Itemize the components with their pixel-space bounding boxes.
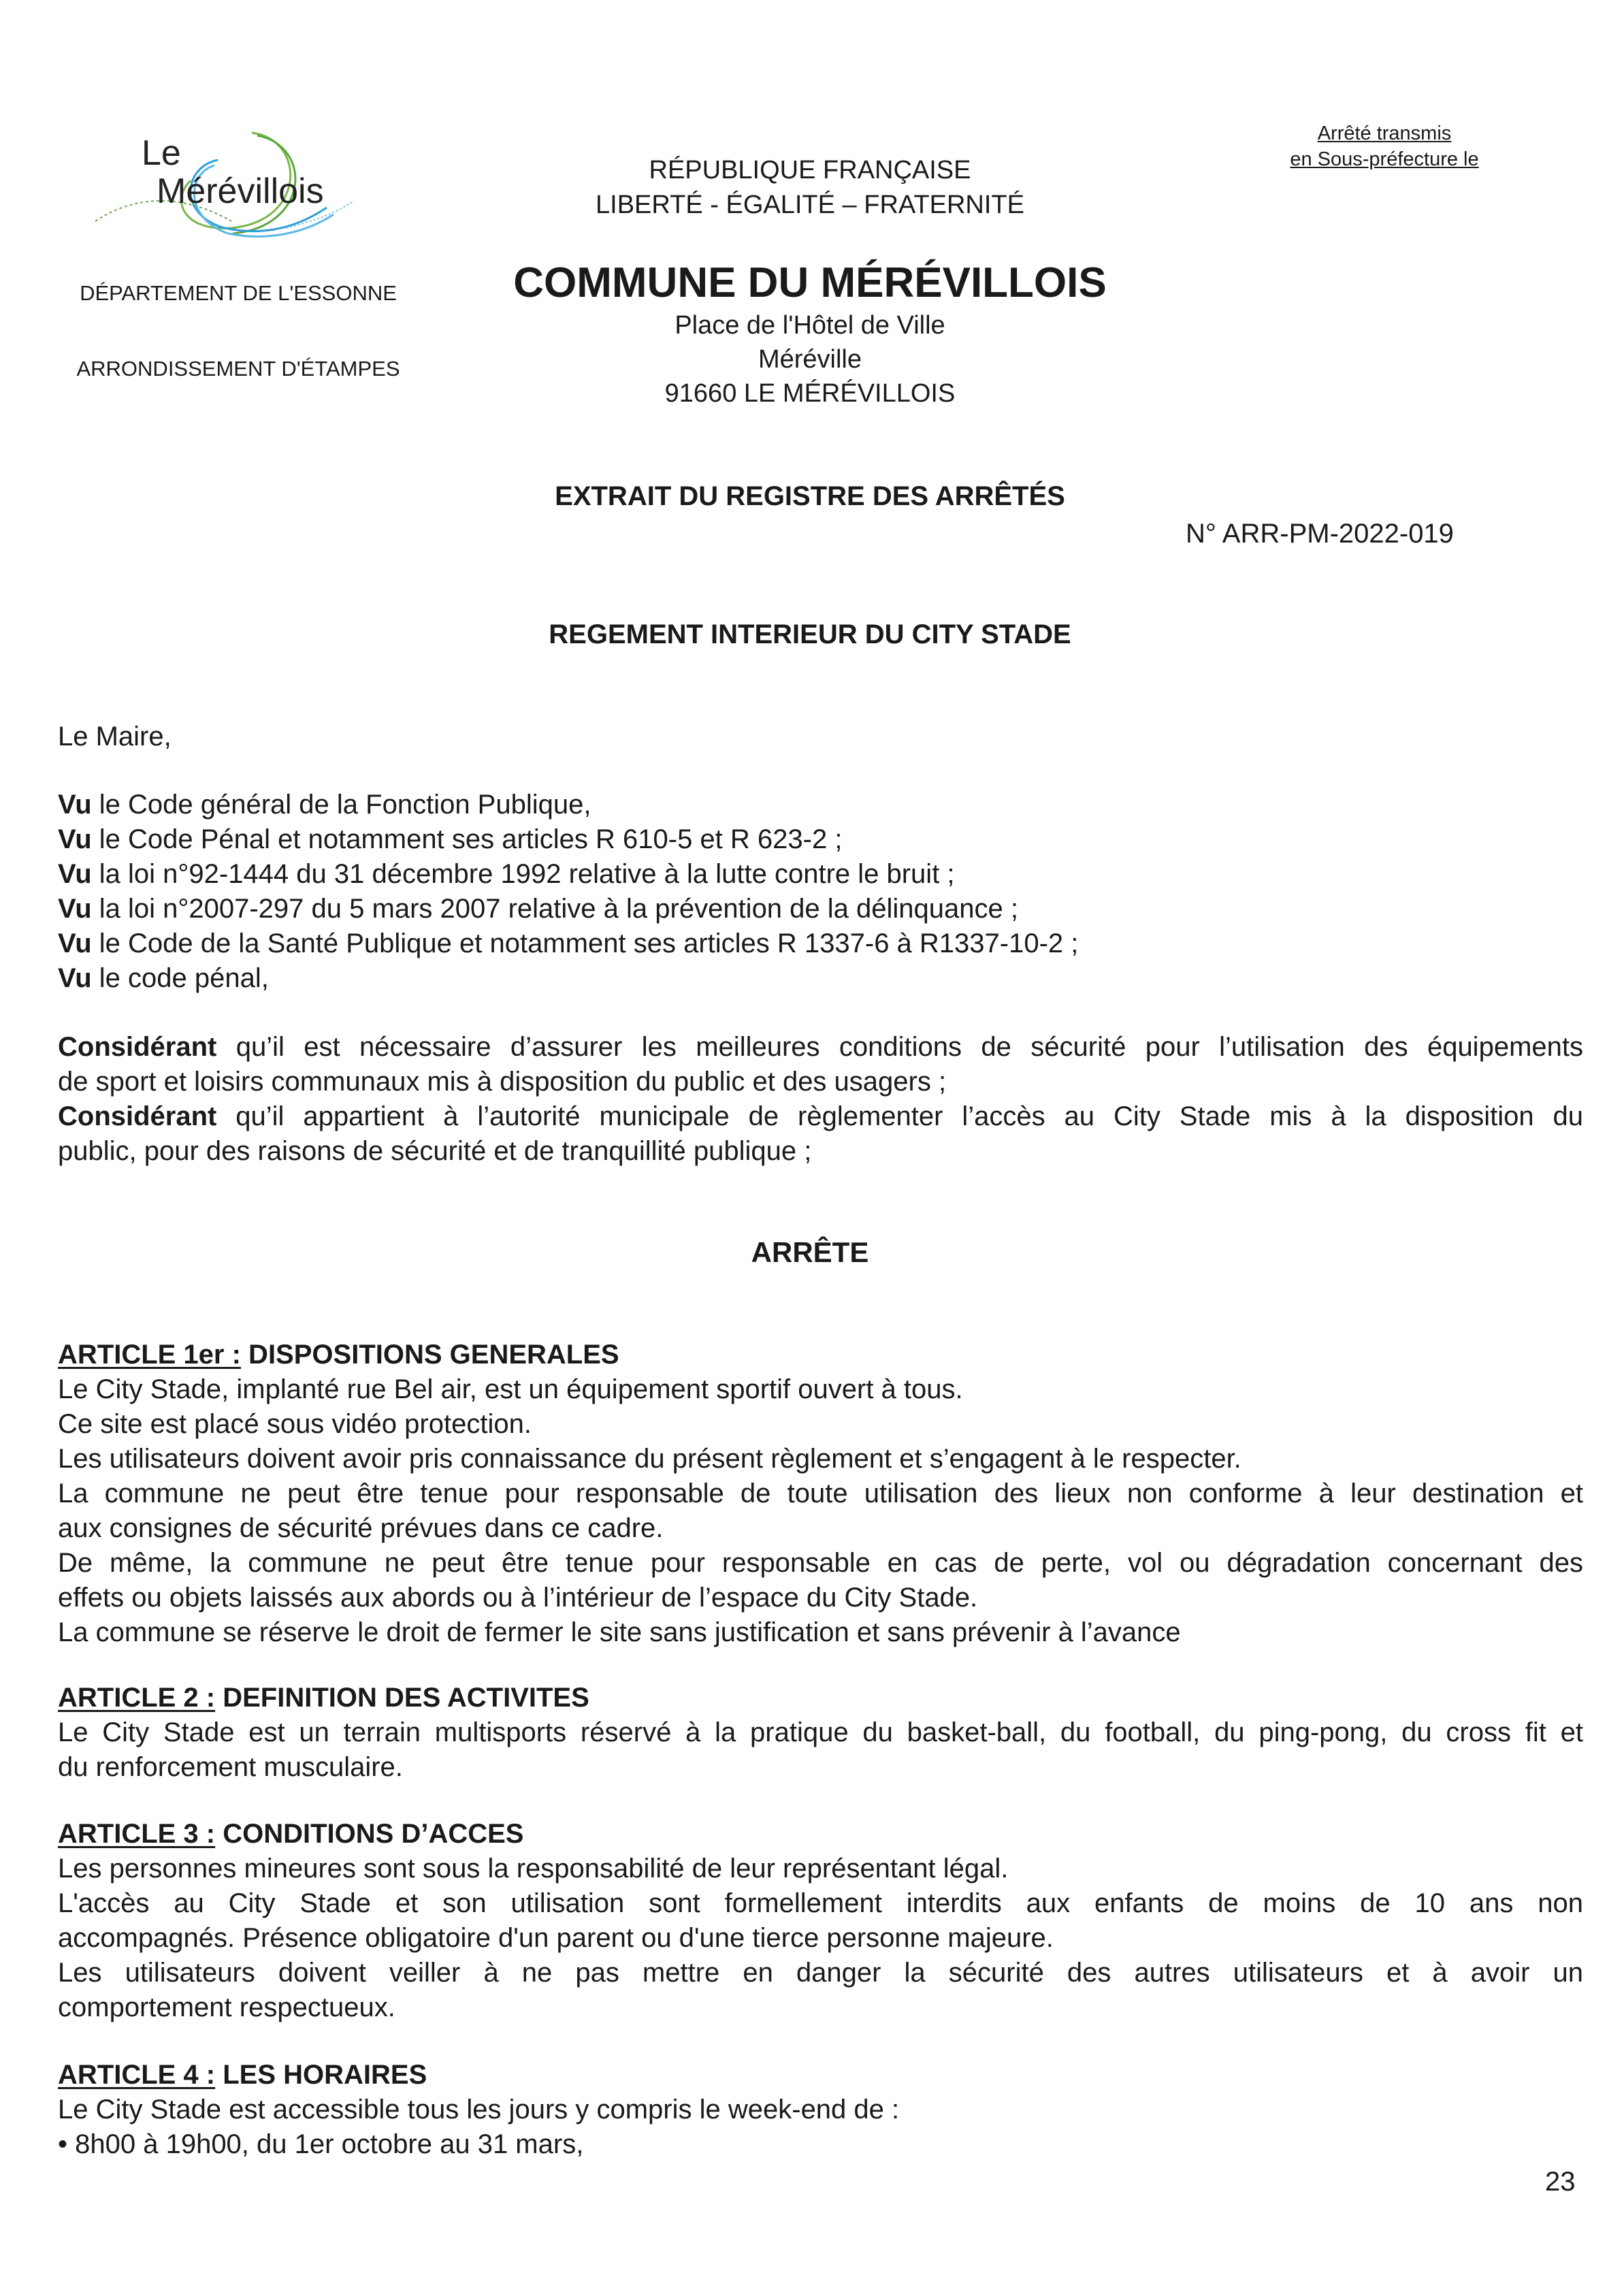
- article-label: ARTICLE 2 :: [58, 1683, 216, 1713]
- register-title: EXTRAIT DU REGISTRE DES ARRÊTÉS: [555, 481, 1065, 511]
- vu-line: [58, 892, 1583, 926]
- logo-text-le: Le: [142, 133, 181, 173]
- line-text: effets ou objets laissés aux abords ou à l’intérieur de l’espace du City Stade.: [58, 1583, 978, 1613]
- line-text: du renforcement musculaire.: [58, 1752, 403, 1782]
- bold-lead-word: Considérant: [58, 1032, 217, 1062]
- considerant-line: [58, 1099, 1583, 1134]
- bold-lead-word: Vu: [58, 928, 92, 958]
- line-text: Le City Stade est accessible tous les jours y compris le week-end de :: [58, 2095, 900, 2125]
- line-text: La commune ne peut être tenue pour responsable de toute utilisation des lieux non conforme à leur destination et: [58, 1479, 1583, 1508]
- article-title: [58, 2058, 1583, 2093]
- line-text: Le City Stade, implanté rue Bel air, est un équipement sportif ouvert à tous.: [58, 1374, 963, 1404]
- article-4: [58, 2058, 1583, 2162]
- line-text: la loi n°92-1444 du 31 décembre 1992 relative à la lutte contre le bruit ;: [91, 859, 955, 889]
- line-text: L'accès au City Stade et son utilisation sont formellement interdits aux enfants de moins de 10 ans non: [58, 1888, 1583, 1918]
- article-label: ARTICLE 4 :: [58, 2060, 216, 2090]
- article-line: [58, 1546, 1583, 1581]
- article-heading: DEFINITION DES ACTIVITES: [215, 1683, 589, 1713]
- republic-label: RÉPUBLIQUE FRANÇAISE: [649, 156, 971, 184]
- vu-line: [58, 857, 1583, 892]
- line-text: Les utilisateurs doivent avoir pris connaissance du présent règlement et s’engagent à le respecter.: [58, 1444, 1241, 1474]
- line-text: le Code général de la Fonction Publique,: [91, 790, 591, 820]
- line-text: public, pour des raisons de sécurité et de tranquillité publique ;: [58, 1136, 812, 1166]
- article-line: [58, 1750, 1583, 1785]
- article-heading: LES HORAIRES: [215, 2060, 427, 2090]
- department-label: DÉPARTEMENT DE L'ESSONNE: [80, 281, 397, 305]
- line-text: Le City Stade est un terrain multisports réservé à la pratique du basket-ball, du football, du ping-pong, du cross fit et: [58, 1717, 1583, 1747]
- article-label: ARTICLE 3 :: [58, 1819, 216, 1849]
- line-text: de sport et loisirs communaux mis à disposition du public et des usagers ;: [58, 1067, 947, 1097]
- article-line: [58, 1511, 1583, 1546]
- address-line-3: 91660 LE MÉRÉVILLOIS: [664, 379, 956, 408]
- line-text: • 8h00 à 19h00, du 1er octobre au 31 mars,: [58, 2129, 584, 2159]
- considerant-line: [58, 1065, 1583, 1099]
- motto-label: LIBERTÉ - ÉGALITÉ – FRATERNITÉ: [596, 191, 1024, 219]
- line-text: le Code Pénal et notamment ses articles R 610-5 et R 623-2 ;: [91, 824, 843, 854]
- article-2: [58, 1681, 1583, 1785]
- article-line: [58, 1372, 1583, 1407]
- bold-lead-word: Considérant: [58, 1101, 217, 1131]
- arrondissement-label: ARRONDISSEMENT D'ÉTAMPES: [76, 357, 400, 381]
- article-label: ARTICLE 1er :: [58, 1340, 241, 1370]
- article-line: [58, 2127, 1583, 2162]
- line-text: De même, la commune ne peut être tenue pour responsable en cas de perte, vol ou dégradation concernant des: [58, 1548, 1583, 1578]
- line-text: le code pénal,: [91, 963, 269, 993]
- article-line: [58, 1615, 1583, 1650]
- line-text: Les personnes mineures sont sous la responsabilité de leur représentant légal.: [58, 1854, 1009, 1884]
- salutation: Le Maire,: [58, 722, 172, 752]
- line-text: qu’il est nécessaire d’assurer les meilleures conditions de sécurité pour l’utilisation des équipements: [216, 1032, 1583, 1062]
- article-line: [58, 1921, 1583, 1956]
- vu-line: [58, 822, 1583, 857]
- article-title: [58, 1681, 1583, 1715]
- line-text: comportement respectueux.: [58, 1992, 395, 2022]
- article-line: [58, 1990, 1583, 2025]
- article-3: [58, 1817, 1583, 2025]
- bold-lead-word: Vu: [58, 859, 92, 889]
- article-title: [58, 1817, 1583, 1852]
- decision-heading: ARRÊTE: [751, 1236, 869, 1268]
- line-text: la loi n°2007-297 du 5 mars 2007 relative à la prévention de la délinquance ;: [91, 894, 1018, 924]
- subject-title: REGEMENT INTERIEUR DU CITY STADE: [549, 619, 1071, 649]
- line-text: accompagnés. Présence obligatoire d'un parent ou d'une tierce personne majeure.: [58, 1923, 1054, 1953]
- line-text: aux consignes de sécurité prévues dans ce cadre.: [58, 1513, 664, 1543]
- bold-lead-word: Vu: [58, 790, 92, 820]
- article-heading: DISPOSITIONS GENERALES: [240, 1340, 619, 1370]
- vu-line: [58, 788, 1583, 822]
- article-line: [58, 1581, 1583, 1615]
- line-text: qu’il appartient à l’autorité municipale de règlementer l’accès au City Stade mis à la disposition du: [216, 1101, 1583, 1131]
- commune-logo: [82, 119, 381, 248]
- article-line: [58, 1442, 1583, 1476]
- bold-lead-word: Vu: [58, 824, 92, 854]
- article-heading: CONDITIONS D’ACCES: [215, 1819, 524, 1849]
- line-text: Les utilisateurs doivent veiller à ne pas mettre en danger la sécurité des autres utilisateurs et à avoir un: [58, 1958, 1583, 1988]
- article-line: [58, 2093, 1583, 2127]
- vu-list: [58, 788, 1583, 996]
- vu-line: [58, 926, 1583, 961]
- line-text: La commune se réserve le droit de fermer le site sans justification et sans prévenir à l’avance: [58, 1617, 1181, 1647]
- commune-title: COMMUNE DU MÉRÉVILLOIS: [513, 259, 1107, 306]
- vu-line: [58, 961, 1583, 996]
- address-line-1: Place de l'Hôtel de Ville: [675, 311, 945, 340]
- transmission-note-1: Arrêté transmis: [1317, 123, 1452, 144]
- article-line: [58, 1407, 1583, 1442]
- transmission-note-2: en Sous-préfecture le: [1290, 148, 1479, 170]
- article-line: [58, 1476, 1583, 1511]
- article-line: [58, 1852, 1583, 1886]
- address-line-2: Méréville: [758, 345, 862, 374]
- article-line: [58, 1715, 1583, 1750]
- article-line: [58, 1956, 1583, 1990]
- arrete-number: N° ARR-PM-2022-019: [1186, 519, 1454, 549]
- considerant-list: [58, 1030, 1583, 1169]
- logo-text-merevillois: Mérévillois: [157, 172, 324, 211]
- considerant-line: [58, 1030, 1583, 1065]
- article-line: [58, 1886, 1583, 1921]
- article-1: [58, 1338, 1583, 1650]
- considerant-line: [58, 1134, 1583, 1169]
- article-title: [58, 1338, 1583, 1372]
- page-number: 23: [1545, 2167, 1576, 2197]
- bold-lead-word: Vu: [58, 963, 92, 993]
- line-text: le Code de la Santé Publique et notamment ses articles R 1337-6 à R1337-10-2 ;: [91, 928, 1079, 958]
- bold-lead-word: Vu: [58, 894, 92, 924]
- line-text: Ce site est placé sous vidéo protection.: [58, 1409, 532, 1439]
